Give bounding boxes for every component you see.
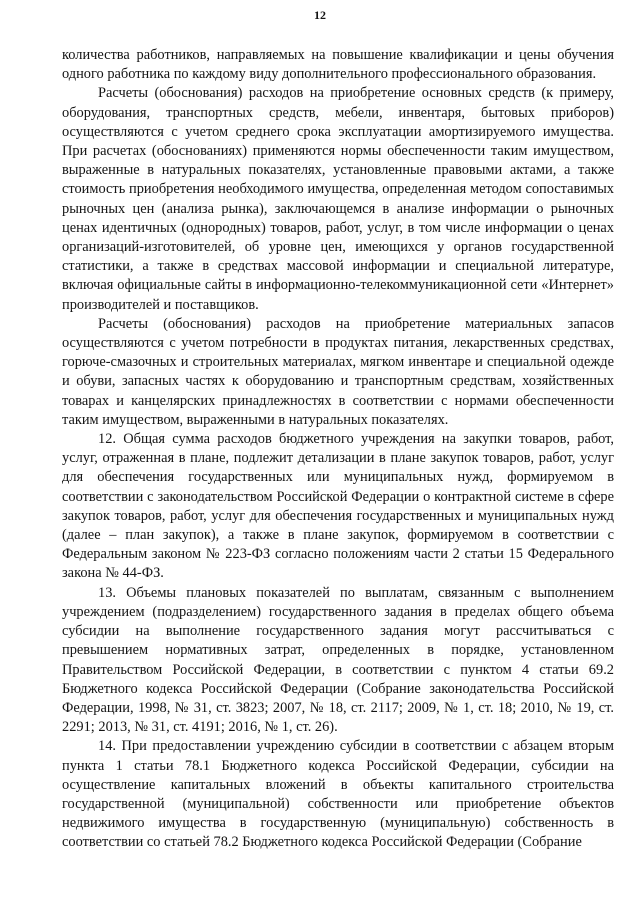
paragraph-material-reserves: Расчеты (обоснования) расходов на приобретение материальных запасов осуществляются с учетом потребности в продуктах питания, лекарственных средствах, горюче-смазочных и строительных материалах, мягком инвентаре и специальной одежде и обуви, запасных частях к оборудованию и транспортным средствам, хозяйственных товарах и канцелярских принадлежностях в соответствии с нормами обеспеченности таким имуществом, выраженными в натуральных показателях. xyxy=(62,315,614,428)
paragraph-fixed-assets: Расчеты (обоснования) расходов на приобретение основных средств (к примеру, оборудования, транспортных средств, мебели, инвентаря, бытовых приборов) осуществляются с учетом среднего срока эксплуатации амортизируемого имущества. При расчетах (обоснованиях) применяются нормы обеспеченности таким имуществом, выраженные в натуральных показателях, установленные правовыми актами, а также стоимость приобретения необходимого имущества, определенная методом сопоставимых рыночных цен (анализа рынка), заключающемся в анализе информации о рыночных ценах идентичных (однородных) товаров, работ, услуг, в том числе информации о ценах организаций-изготовителей, об уровне цен, имеющихся у органов государственной статистики, а также в средствах массовой информации и специальной литературе, включая официальные сайты в информационно-телекоммуникационной сети «Интернет» производителей и поставщиков. xyxy=(62,85,614,313)
page-number: 12 xyxy=(314,8,326,22)
paragraph-continuation: количества работников, направляемых на повышение квалификации и цены обучения одного работника по каждому виду дополнительного профессионального образования. xyxy=(62,47,614,83)
paragraph-item-12: 12. Общая сумма расходов бюджетного учреждения на закупки товаров, работ, услуг, отраженная в плане, подлежит детализации в плане закупок товаров, работ, услуг для обеспечения государственных или муниципальных нужд, формируемом в соответствии с законодательством Российской Федерации о контрактной системе в сфере закупок товаров, работ, услуг для обеспечения государственных и муниципальных нужд (далее – план закупок), а также в плане закупок, формируемом в соответствии с Федеральным законом № 223-ФЗ согласно положениям части 2 статьи 15 Федерального закона № 44-ФЗ. xyxy=(62,431,614,582)
paragraph-item-14: 14. При предоставлении учреждению субсидии в соответствии с абзацем вторым пункта 1 статьи 78.1 Бюджетного кодекса Российской Федерации, субсидии на осуществление капитальных вложений в объекты капитального строительства государственной (муниципальной) собственности или приобретение объектов недвижимого имущества в государственную (муниципальную) собственность в соответствии со статьей 78.2 Бюджетного кодекса Российской Федерации (Собрание xyxy=(62,738,614,851)
document-body xyxy=(62,46,614,853)
paragraph-item-13: 13. Объемы плановых показателей по выплатам, связанным с выполнением учреждением (подразделением) государственного задания в пределах общего объема субсидии на выполнение государственного задания могут рассчитываться с превышением нормативных затрат, определенных в порядке, установленном Правительством Российской Федерации, в соответствии с пунктом 4 статьи 69.2 Бюджетного кодекса Российской Федерации (Собрание законодательства Российской Федерации, 1998, № 31, ст. 3823; 2007, № 18, ст. 2117; 2009, № 1, ст. 18; 2010, № 19, ст. 2291; 2013, № 31, ст. 4191; 2016, № 1, ст. 26). xyxy=(62,584,614,736)
